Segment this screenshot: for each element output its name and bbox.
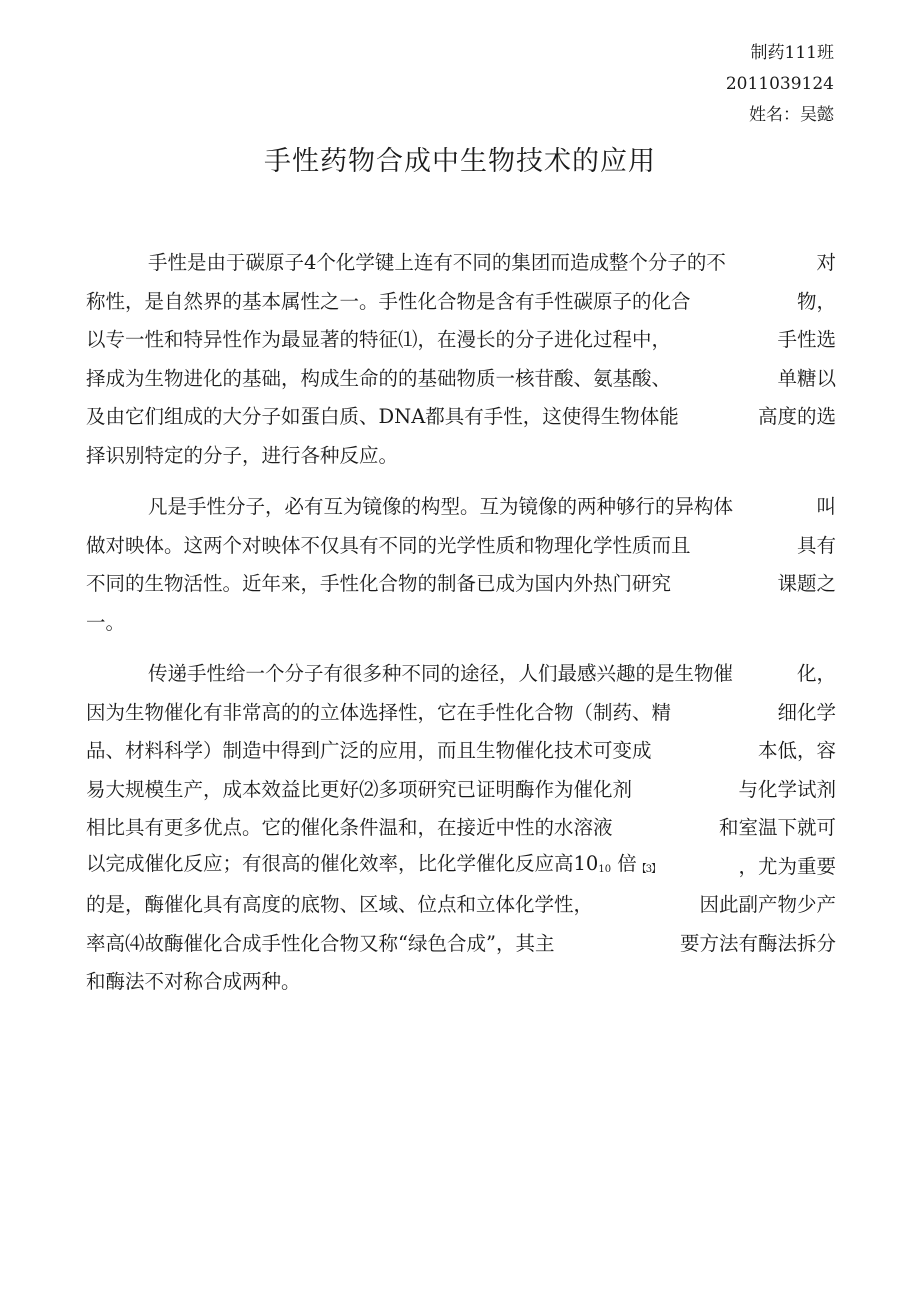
paragraph-line: 的是，酶催化具有高度的底物、区域、位点和立体化学性， 因此副产物少产 xyxy=(86,893,836,916)
paragraph-1 xyxy=(86,244,836,475)
paragraph-line: 和酶法不对称合成两种。 xyxy=(86,970,301,993)
paragraph-line: 择成为生物进化的基础，构成生命的的基础物质一核苷酸、氨基酸、 单糖以 xyxy=(86,366,836,390)
paragraph-line: 不同的生物活性。近年来，手性化合物的制备已成为国内外热门研究 课题之 xyxy=(86,572,836,595)
paragraph-line: 易大规模生产，成本效益比更好⑵多项研究已证明酶作为催化剂 与化学试剂 xyxy=(86,777,836,801)
paragraph-line: 相比具有更多优点。它的催化条件温和，在接近中性的水溶液 和室温下就可 xyxy=(86,816,836,839)
paragraph-line: 凡是手性分子，必有互为镜像的构型。互为镜像的两种够行的异构体 叫 xyxy=(148,495,836,518)
page-title: 手性药物合成中生物技术的应用 xyxy=(264,146,656,177)
class-name: 制药111班 xyxy=(750,43,834,63)
paragraph-2 xyxy=(86,488,836,642)
paragraph-line: 手性是由于碳原子4个化学键上连有不同的集团而造成整个分子的不 对 xyxy=(148,251,836,274)
student-name: 姓名：吴懿 xyxy=(749,105,834,125)
paragraph-line: 传递手性给一个分子有很多种不同的途径，人们最感兴趣的是生物催 化， xyxy=(148,662,836,685)
header-info xyxy=(726,38,834,131)
paragraph-line: 以完成催化反应；有很高的催化效率，比化学催化反应高$10_{10}$ 倍【3】 ，尤为重要 xyxy=(86,851,836,878)
paragraph-line: 品、材料科学）制造中得到广泛的应用，而且生物催化技术可变成 本低，容 xyxy=(86,739,836,762)
student-id: 2011039124 xyxy=(725,74,834,94)
paragraph-line: 一。 xyxy=(86,610,126,634)
exponent: 10 xyxy=(598,863,612,875)
citation-marker: 【3】 xyxy=(636,863,661,875)
document-body xyxy=(86,244,836,1015)
paragraph-line: 及由它们组成的大分子如蛋白质、DNA都具有手性，这使得生物体能 高度的选 xyxy=(86,405,836,428)
paragraph-3 xyxy=(86,655,836,1002)
paragraph-line: 率高⑷故酶催化合成手性化合物又称“绿色合成”，其主 要方法有酶法拆分 xyxy=(86,931,836,955)
paragraph-line: 称性，是自然界的基本属性之一。手性化合物是含有手性碳原子的化合 物， xyxy=(86,289,836,313)
paragraph-line: 以专一性和特异性作为最显著的特征⑴，在漫长的分子进化过程中， 手性选 xyxy=(86,328,836,351)
paragraph-line: 择识别特定的分子，进行各种反应。 xyxy=(86,443,399,467)
paragraph-line: 做对映体。这两个对映体不仅具有不同的光学性质和物理化学性质而且 具有 xyxy=(86,533,836,557)
paragraph-line: 因为生物催化有非常高的的立体选择性，它在手性化合物（制药、精 细化学 xyxy=(86,700,836,724)
